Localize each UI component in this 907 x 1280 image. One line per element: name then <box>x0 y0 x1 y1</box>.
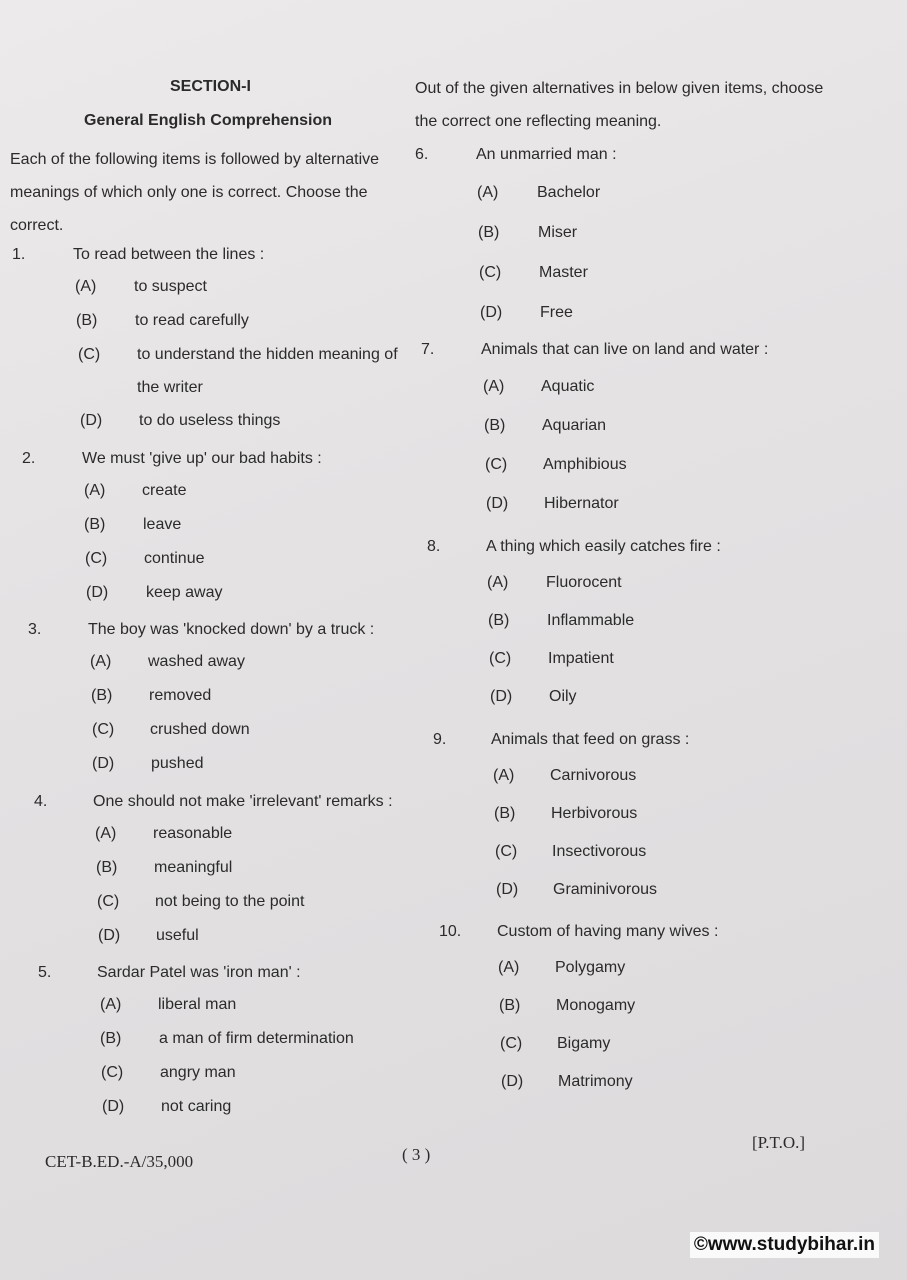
option-text: to do useless things <box>139 412 281 429</box>
option-text: angry man <box>160 1064 236 1081</box>
option-a <box>10 474 405 508</box>
question-text: Sardar Patel was 'iron man' : <box>97 964 301 981</box>
option-a <box>415 759 835 793</box>
option-text: Fluorocent <box>546 574 622 591</box>
option-text: useful <box>156 927 199 944</box>
option-letter: (C) <box>489 650 512 667</box>
option-text: removed <box>149 687 212 704</box>
option-d <box>10 747 405 781</box>
option-letter: (B) <box>100 1030 122 1047</box>
option-letter: (B) <box>484 417 506 434</box>
option-d <box>10 1090 405 1124</box>
option-letter: (B) <box>499 997 521 1014</box>
option-letter: (B) <box>478 224 500 241</box>
option-text: not caring <box>161 1098 232 1115</box>
option-text: Bigamy <box>557 1035 611 1052</box>
question-text: Custom of having many wives : <box>497 923 719 940</box>
option-b <box>415 797 835 831</box>
option-text: Hibernator <box>544 495 619 512</box>
option-letter: (C) <box>92 721 115 738</box>
option-c <box>10 1056 405 1090</box>
option-text: Amphibious <box>543 456 627 473</box>
option-d <box>415 1065 835 1099</box>
option-letter: (D) <box>92 755 115 772</box>
question-text: Animals that feed on grass : <box>491 731 690 748</box>
option-text: crushed down <box>150 721 250 738</box>
option-text: Insectivorous <box>552 843 647 860</box>
option-letter: (A) <box>483 378 505 395</box>
option-letter: (C) <box>85 550 108 567</box>
option-text: leave <box>143 516 182 533</box>
option-text: liberal man <box>158 996 237 1013</box>
option-letter: (D) <box>98 927 121 944</box>
option-letter: (A) <box>498 959 520 976</box>
option-letter: (C) <box>495 843 518 860</box>
option-letter: (D) <box>496 881 519 898</box>
question-10 <box>415 917 835 1099</box>
question-stem <box>415 725 835 755</box>
option-text: meaningful <box>154 859 233 876</box>
option-text: Herbivorous <box>551 805 638 822</box>
option-letter: (D) <box>80 412 103 429</box>
option-c <box>10 338 405 404</box>
option-a <box>10 988 405 1022</box>
question-number: 6. <box>415 146 429 163</box>
option-letter: (D) <box>490 688 513 705</box>
option-d <box>415 487 835 521</box>
question-stem <box>415 917 835 947</box>
option-d <box>415 296 835 330</box>
question-stem <box>415 532 835 562</box>
option-text: not being to the point <box>155 893 305 910</box>
right-instructions: Out of the given alternatives in below given items, choose the correct one reflecting meaning. <box>415 80 824 130</box>
option-text: Graminivorous <box>553 881 658 898</box>
option-text: to read carefully <box>135 312 249 329</box>
question-stem <box>10 787 405 817</box>
option-letter: (B) <box>96 859 118 876</box>
option-letter: (B) <box>494 805 516 822</box>
option-text: pushed <box>151 755 204 772</box>
option-a <box>10 645 405 679</box>
question-6 <box>415 140 835 330</box>
option-letter: (C) <box>78 346 101 363</box>
option-text: create <box>142 482 187 499</box>
option-b <box>10 304 405 338</box>
option-text: Aquatic <box>541 378 595 395</box>
option-d <box>415 680 835 714</box>
question-number: 1. <box>12 246 26 263</box>
option-d <box>415 873 835 907</box>
question-text: An unmarried man : <box>476 146 617 163</box>
option-letter: (C) <box>97 893 120 910</box>
option-c <box>415 1027 835 1061</box>
option-b <box>415 216 835 250</box>
option-c <box>415 448 835 482</box>
option-letter: (C) <box>500 1035 523 1052</box>
option-text: washed away <box>148 653 245 670</box>
option-c <box>10 713 405 747</box>
option-text: reasonable <box>153 825 233 842</box>
section-instructions: Each of the following items is followed by alternative meanings of which only one is correct. Choose the correct. <box>10 151 380 234</box>
option-d <box>10 404 405 438</box>
option-text: to understand the hidden meaning of the writer <box>137 346 398 396</box>
option-text: Polygamy <box>555 959 626 976</box>
option-text: continue <box>144 550 205 567</box>
section-title: SECTION-I <box>170 78 251 95</box>
option-a <box>415 566 835 600</box>
question-number: 5. <box>38 964 52 981</box>
question-number: 4. <box>34 793 48 810</box>
question-5 <box>10 958 405 1124</box>
question-text: The boy was 'knocked down' by a truck : <box>88 621 375 638</box>
option-c <box>10 885 405 919</box>
option-b <box>415 989 835 1023</box>
question-number: 9. <box>433 731 447 748</box>
option-letter: (D) <box>102 1098 125 1115</box>
option-letter: (B) <box>91 687 113 704</box>
option-text: Master <box>539 264 588 281</box>
option-a <box>10 817 405 851</box>
option-b <box>10 1022 405 1056</box>
option-letter: (B) <box>84 516 106 533</box>
option-text: keep away <box>146 584 223 601</box>
question-stem <box>415 140 835 170</box>
option-letter: (B) <box>76 312 98 329</box>
option-text: Inflammable <box>547 612 635 629</box>
option-letter: (B) <box>488 612 510 629</box>
option-letter: (D) <box>480 304 503 321</box>
option-d <box>10 919 405 953</box>
question-stem <box>10 615 405 645</box>
option-letter: (D) <box>86 584 109 601</box>
option-a <box>10 270 405 304</box>
option-c <box>415 835 835 869</box>
option-a <box>415 176 835 210</box>
question-stem <box>10 444 405 474</box>
option-text: Free <box>540 304 573 321</box>
option-letter: (A) <box>95 825 117 842</box>
question-text: Animals that can live on land and water : <box>481 341 769 358</box>
option-a <box>415 951 835 985</box>
option-text: to suspect <box>134 278 207 295</box>
option-letter: (C) <box>485 456 508 473</box>
question-text: A thing which easily catches fire : <box>486 538 721 555</box>
option-letter: (A) <box>477 184 499 201</box>
option-b <box>415 409 835 443</box>
watermark: ©www.studybihar.in <box>690 1232 879 1258</box>
please-turn-over: [P.T.O.] <box>752 1133 806 1152</box>
question-8 <box>415 532 835 714</box>
option-b <box>415 604 835 638</box>
option-text: Bachelor <box>537 184 601 201</box>
option-text: Miser <box>538 224 578 241</box>
question-number: 10. <box>439 923 462 940</box>
option-text: Carnivorous <box>550 767 637 784</box>
option-letter: (A) <box>100 996 122 1013</box>
question-4 <box>10 787 405 953</box>
option-letter: (C) <box>479 264 502 281</box>
option-text: Matrimony <box>558 1073 633 1090</box>
option-a <box>415 370 835 404</box>
option-c <box>10 542 405 576</box>
page-number: ( 3 ) <box>402 1145 431 1164</box>
question-1 <box>10 240 405 438</box>
question-number: 2. <box>22 450 36 467</box>
option-c <box>415 642 835 676</box>
option-d <box>10 576 405 610</box>
option-b <box>10 508 405 542</box>
question-text: We must 'give up' our bad habits : <box>82 450 322 467</box>
option-b <box>10 851 405 885</box>
option-letter: (A) <box>75 278 97 295</box>
exam-code: CET-B.ED.-A/35,000 <box>45 1152 194 1171</box>
question-number: 8. <box>427 538 441 555</box>
question-9 <box>415 725 835 907</box>
option-text: Impatient <box>548 650 614 667</box>
question-text: One should not make 'irrelevant' remarks : <box>93 793 393 810</box>
question-stem <box>10 958 405 988</box>
option-letter: (A) <box>84 482 106 499</box>
option-b <box>10 679 405 713</box>
option-letter: (A) <box>493 767 515 784</box>
option-letter: (A) <box>487 574 509 591</box>
section-subtitle: General English Comprehension <box>84 112 333 129</box>
question-3 <box>10 615 405 781</box>
question-number: 3. <box>28 621 42 638</box>
option-letter: (D) <box>501 1073 524 1090</box>
option-text: Aquarian <box>542 417 607 434</box>
question-7 <box>415 335 835 521</box>
option-letter: (A) <box>90 653 112 670</box>
option-text: Oily <box>549 688 577 705</box>
question-stem <box>10 240 405 270</box>
option-letter: (C) <box>101 1064 124 1081</box>
question-text: To read between the lines : <box>73 246 265 263</box>
option-c <box>415 256 835 290</box>
option-text: Monogamy <box>556 997 636 1014</box>
question-2 <box>10 444 405 610</box>
question-stem <box>415 335 835 365</box>
option-text: a man of firm determination <box>159 1030 354 1047</box>
option-letter: (D) <box>486 495 509 512</box>
question-number: 7. <box>421 341 435 358</box>
